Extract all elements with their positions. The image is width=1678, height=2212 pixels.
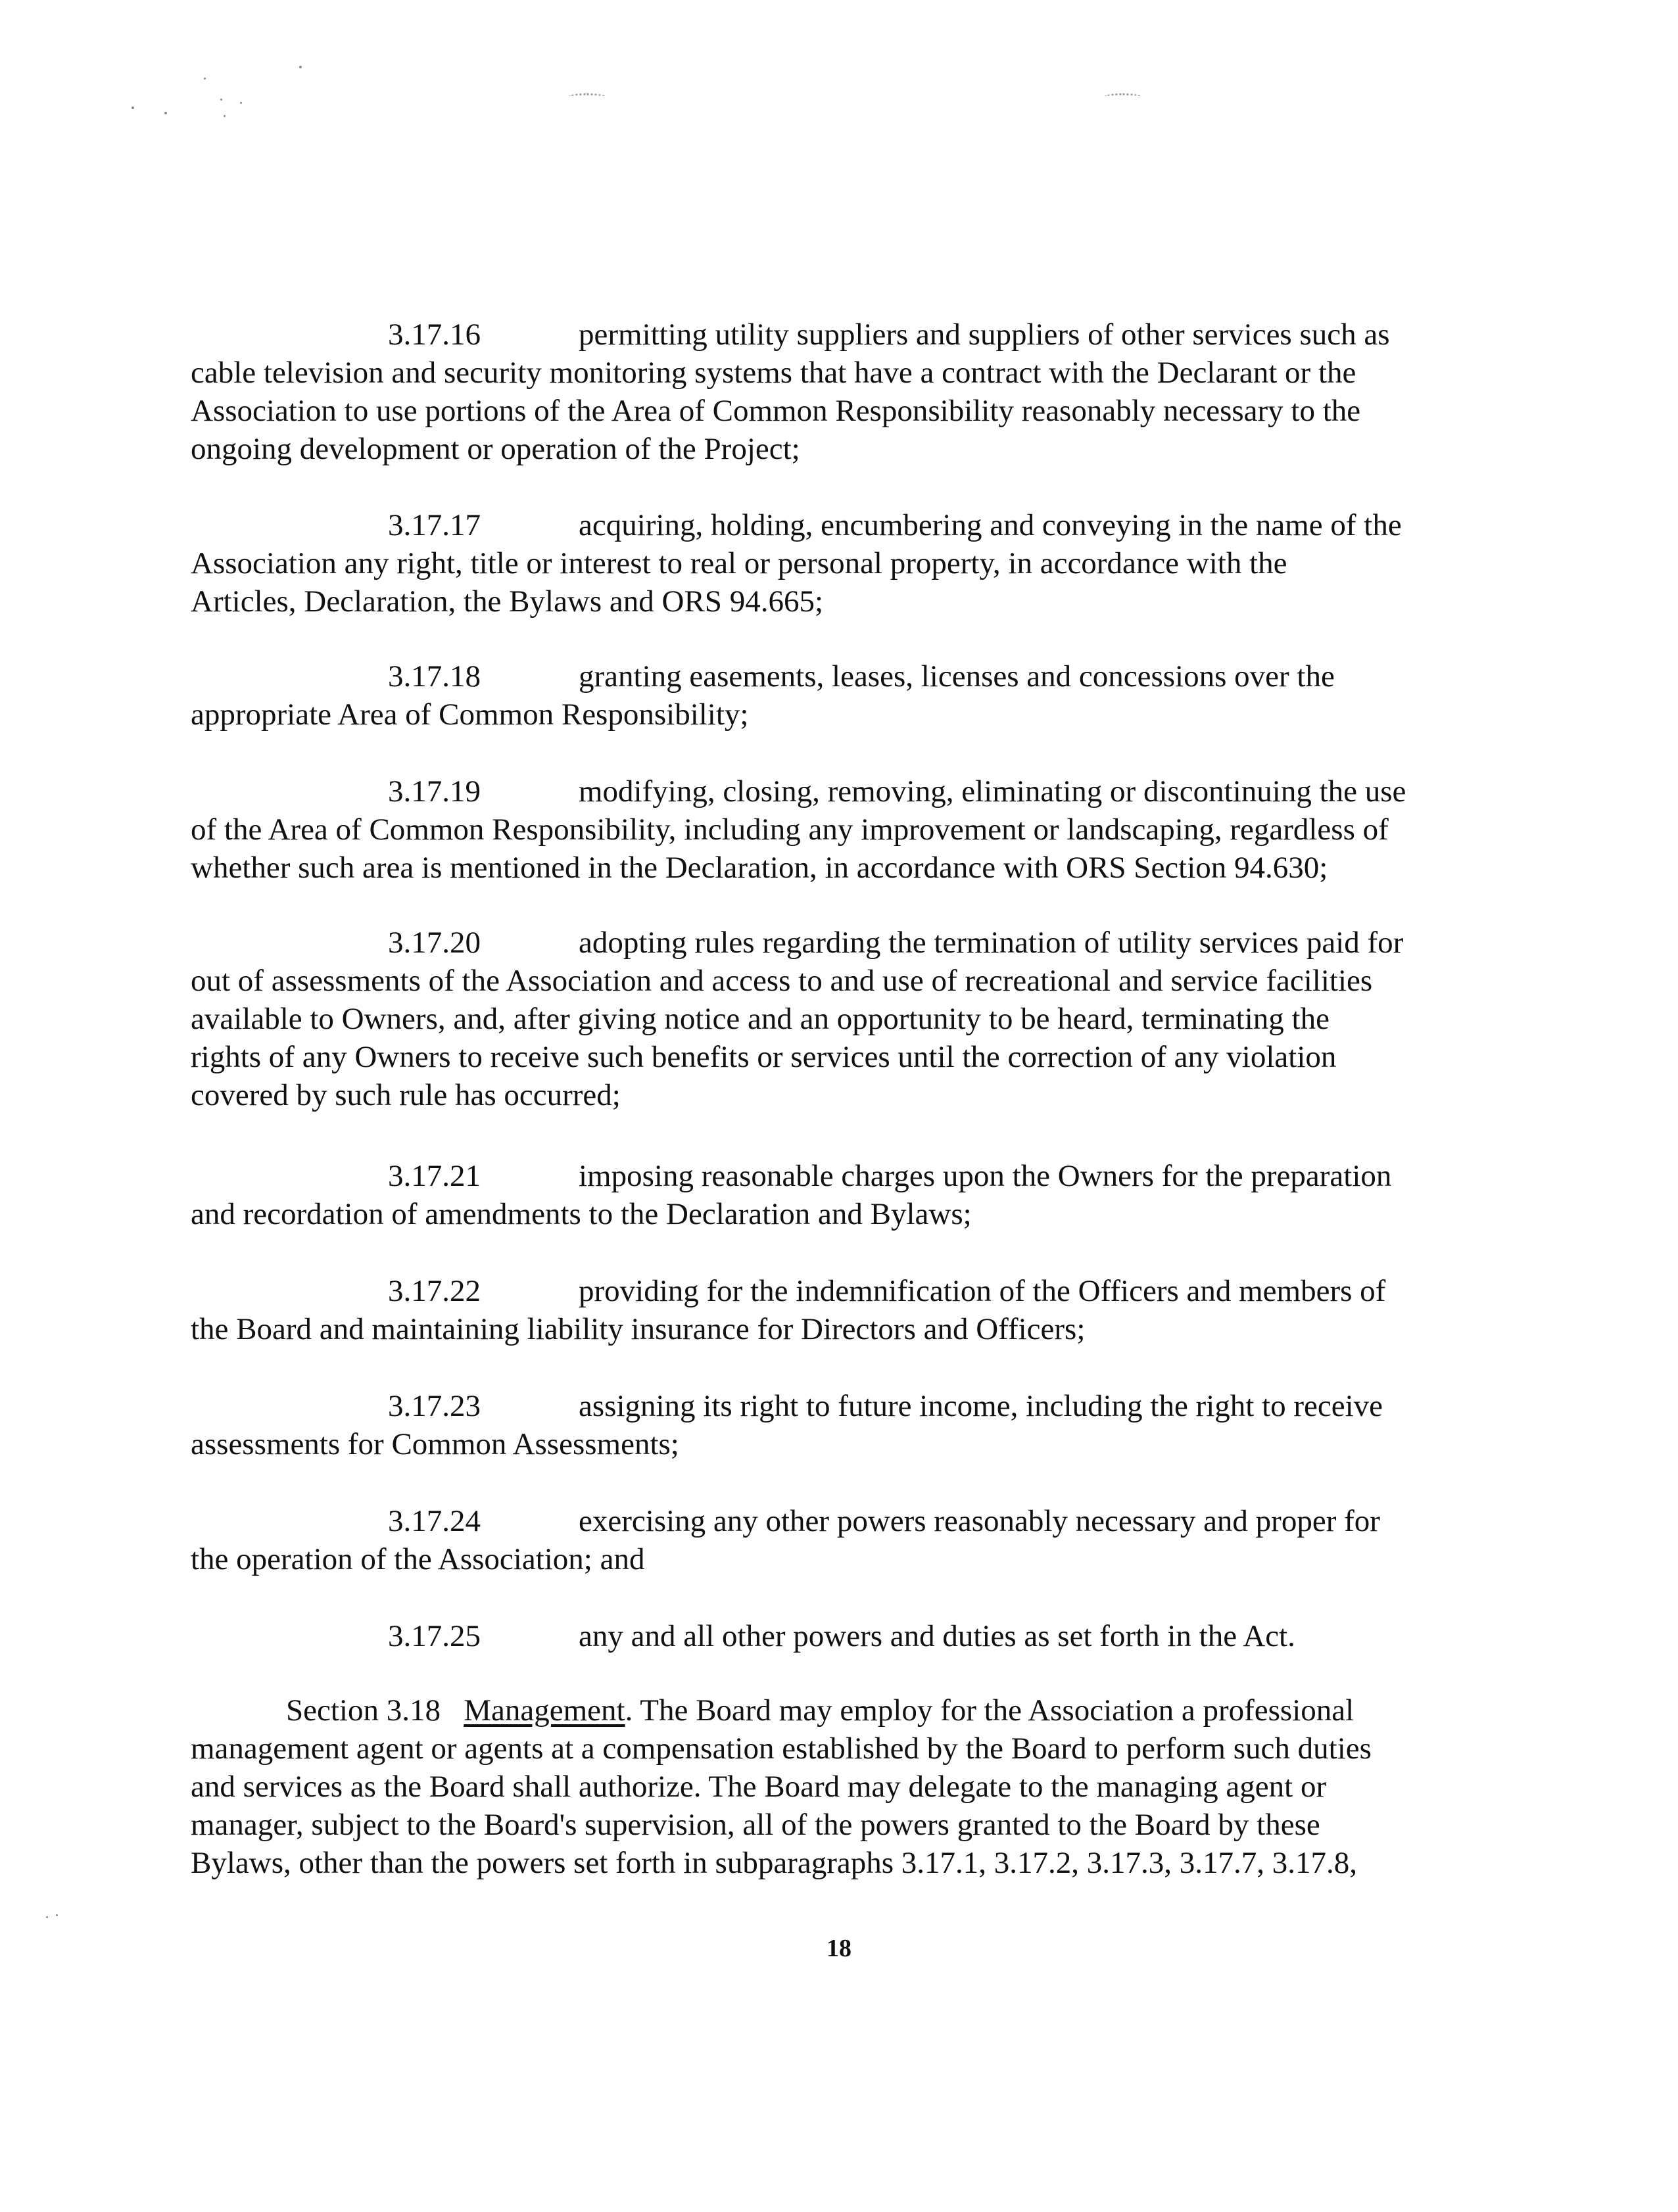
list-item-number: 3.17.24 xyxy=(388,1504,481,1538)
list-item xyxy=(191,1502,1447,1578)
list-item-line: Articles, Declaration, the Bylaws and ORS 94.665; xyxy=(191,584,824,619)
list-item-line: and recordation of amendments to the Declaration and Bylaws; xyxy=(191,1197,972,1231)
section-paragraph xyxy=(191,1691,1447,1882)
scan-speck xyxy=(46,1916,48,1918)
list-item-number: 3.17.20 xyxy=(388,926,481,960)
list-item xyxy=(191,1387,1447,1463)
list-item-line: available to Owners, and, after giving notice and an opportunity to be heard, terminating the xyxy=(191,1002,1330,1036)
list-item-first-line xyxy=(191,657,1447,695)
list-item-first-line xyxy=(191,1387,1447,1425)
list-item xyxy=(191,1157,1447,1233)
list-item-first-line xyxy=(191,316,1447,354)
section-lead-text: . The Board may employ for the Association a professional xyxy=(625,1693,1354,1728)
list-item-line: appropriate Area of Common Responsibility; xyxy=(191,697,749,732)
section-line: manager, subject to the Board's supervision, all of the powers granted to the Board by these xyxy=(191,1808,1320,1842)
list-item-line: Association any right, title or interest to real or personal property, in accordance with the xyxy=(191,546,1287,580)
list-item-first-line xyxy=(191,1617,1447,1655)
list-item xyxy=(191,1617,1447,1655)
list-item-line: of the Area of Common Responsibility, including any improvement or landscaping, regardless of xyxy=(191,812,1389,847)
list-item-lead-text: any and all other powers and duties as set forth in the Act. xyxy=(579,1619,1295,1653)
list-item-first-line xyxy=(191,506,1447,544)
scan-speck xyxy=(204,78,206,80)
list-item-line: the operation of the Association; and xyxy=(191,1542,645,1576)
list-item-lead-text: assigning its right to future income, including the right to receive xyxy=(579,1389,1383,1423)
scan-speck xyxy=(56,1914,58,1916)
section-heading: Management xyxy=(464,1693,625,1728)
list-item-line: cable television and security monitoring systems that have a contract with the Declarant or the xyxy=(191,356,1356,390)
scan-speck xyxy=(224,115,226,117)
list-item-line: out of assessments of the Association and access to and use of recreational and service facilities xyxy=(191,964,1373,998)
list-item-number: 3.17.22 xyxy=(388,1274,481,1308)
list-item xyxy=(191,506,1447,621)
scan-mark xyxy=(569,93,605,99)
list-item-first-line xyxy=(191,1502,1447,1540)
list-item-lead-text: adopting rules regarding the termination of utility services paid for xyxy=(579,926,1404,960)
list-item-number: 3.17.17 xyxy=(388,508,481,542)
list-item-lead-text: granting easements, leases, licenses and concessions over the xyxy=(579,659,1335,694)
section-line: Bylaws, other than the powers set forth in subparagraphs 3.17.1, 3.17.2, 3.17.3, 3.17.7, 3.17.8, xyxy=(191,1846,1357,1880)
list-item-line: rights of any Owners to receive such benefits or services until the correction of any violation xyxy=(191,1040,1337,1074)
list-item-first-line xyxy=(191,1157,1447,1195)
list-item-number: 3.17.18 xyxy=(388,659,481,694)
list-item-line: ongoing development or operation of the Project; xyxy=(191,432,800,466)
list-item-number: 3.17.23 xyxy=(388,1389,481,1423)
section-line: and services as the Board shall authorize. The Board may delegate to the managing agent or xyxy=(191,1770,1327,1804)
list-item xyxy=(191,657,1447,734)
list-item-number: 3.17.19 xyxy=(388,774,481,809)
scan-mark xyxy=(1105,93,1141,99)
list-item-line: Association to use portions of the Area of Common Responsibility reasonably necessary to the xyxy=(191,394,1361,428)
scan-speck xyxy=(299,66,302,68)
page-number: 18 xyxy=(827,1935,851,1962)
list-item-number: 3.17.21 xyxy=(388,1159,481,1193)
list-item xyxy=(191,924,1447,1114)
list-item-line: the Board and maintaining liability insurance for Directors and Officers; xyxy=(191,1312,1086,1346)
list-item-number: 3.17.25 xyxy=(388,1619,481,1653)
scan-speck xyxy=(164,112,167,114)
list-item-lead-text: acquiring, holding, encumbering and conveying in the name of the xyxy=(579,508,1402,542)
list-item-first-line xyxy=(191,924,1447,962)
list-item-line: covered by such rule has occurred; xyxy=(191,1078,621,1112)
section-line: management agent or agents at a compensation established by the Board to perform such duties xyxy=(191,1731,1372,1766)
list-item xyxy=(191,316,1447,468)
section-first-line xyxy=(191,1691,1447,1730)
list-item-line: assessments for Common Assessments; xyxy=(191,1427,679,1461)
scan-speck xyxy=(132,106,134,109)
list-item-line: whether such area is mentioned in the Declaration, in accordance with ORS Section 94.630; xyxy=(191,851,1328,885)
list-item-lead-text: modifying, closing, removing, eliminating or discontinuing the use xyxy=(579,774,1406,809)
list-item-number: 3.17.16 xyxy=(388,318,481,352)
scan-speck xyxy=(220,99,222,101)
scan-speck xyxy=(240,102,242,104)
list-item xyxy=(191,772,1447,887)
list-item-lead-text: providing for the indemnification of the Officers and members of xyxy=(579,1274,1386,1308)
list-item-lead-text: imposing reasonable charges upon the Owners for the preparation xyxy=(579,1159,1392,1193)
list-item-lead-text: permitting utility suppliers and suppliers of other services such as xyxy=(579,318,1390,352)
section-label: Section 3.18 xyxy=(286,1693,441,1728)
list-item xyxy=(191,1272,1447,1348)
list-item-first-line xyxy=(191,772,1447,811)
list-item-first-line xyxy=(191,1272,1447,1310)
list-item-lead-text: exercising any other powers reasonably necessary and proper for xyxy=(579,1504,1380,1538)
